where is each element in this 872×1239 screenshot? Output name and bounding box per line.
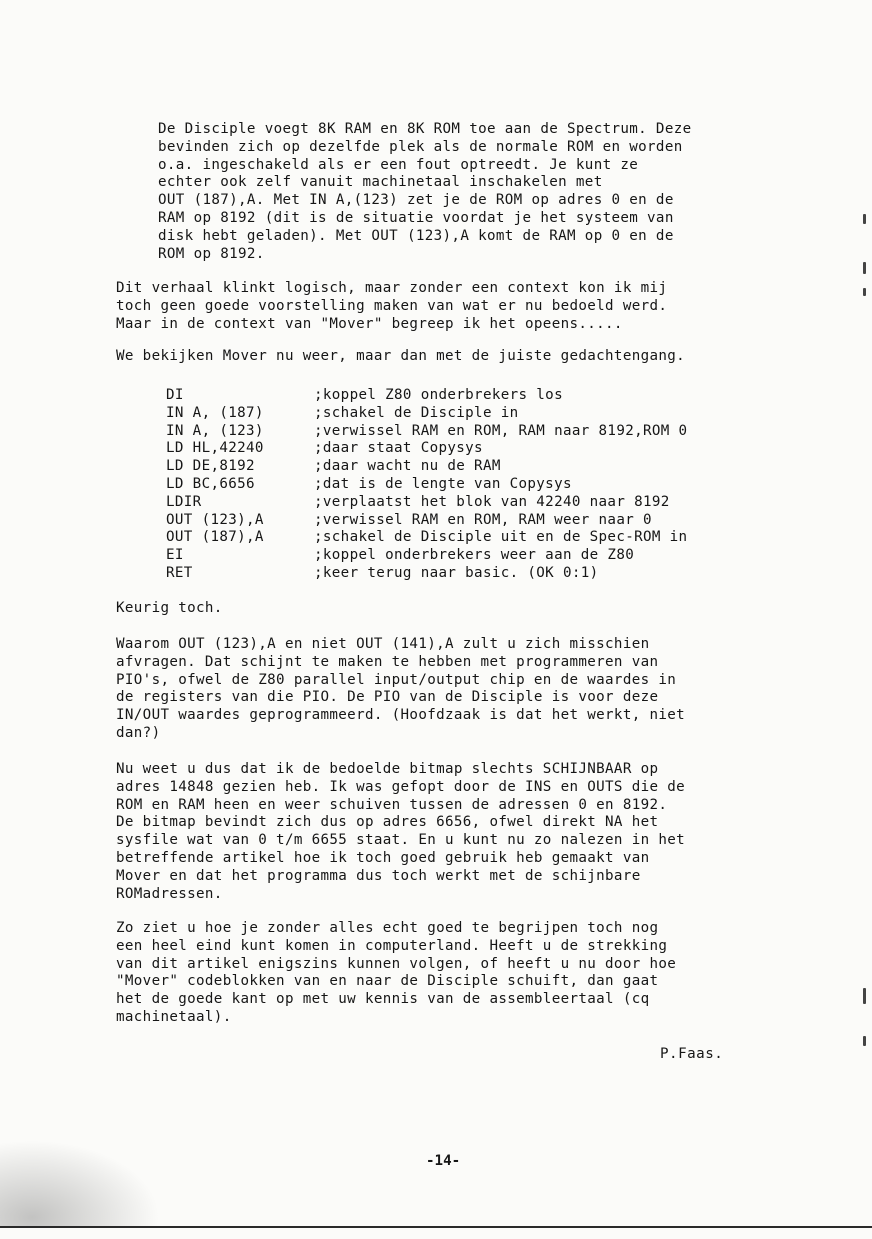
code-line [166, 512, 687, 530]
code-instruction: EI [166, 547, 184, 564]
code-instruction: IN A, (123) [166, 422, 264, 439]
code-comment: ;daar wacht nu de RAM [314, 458, 501, 475]
code-instruction: LDIR [166, 493, 202, 510]
assembly-listing [166, 387, 687, 583]
code-line [166, 494, 687, 512]
code-instruction: LD HL,42240 [166, 440, 264, 457]
code-line [166, 405, 687, 423]
bottom-rule [0, 1226, 872, 1228]
code-comment: ;schakel de Disciple in [314, 404, 519, 421]
code-comment: ;daar staat Copysys [314, 440, 483, 457]
page-number: -14- [426, 1153, 461, 1169]
code-comment: ;verwissel RAM en ROM, RAM naar 8192,ROM 0 [314, 422, 688, 439]
code-comment: ;koppel onderbrekers weer aan de Z80 [314, 547, 635, 564]
author-signature: P.Faas. [660, 1046, 724, 1062]
paragraph-keurig: Keurig toch. [116, 600, 223, 616]
edge-mark [863, 988, 866, 1004]
code-instruction: LD DE,8192 [166, 458, 255, 475]
edge-mark [863, 214, 866, 224]
code-instruction: DI [166, 387, 184, 403]
code-line [166, 458, 687, 476]
code-line [166, 529, 687, 547]
edge-mark [863, 1036, 866, 1046]
code-line [166, 423, 687, 441]
edge-mark [863, 288, 866, 296]
paragraph-waarom: Waarom OUT (123),A en niet OUT (141),A zult u zich misschien afvragen. Dat schijnt te maken te hebben met programmeren van PIO's, ofwel de Z80 parallel input/output chip en de waardes in de registers van die PIO. De PIO van de Disciple is voor deze IN/OUT waardes geprogrammeerd. (Hoofdzaak is dat het werkt, niet dan?) [116, 636, 686, 741]
code-line [166, 476, 687, 494]
code-line [166, 565, 687, 583]
paragraph-disciple-intro: De Disciple voegt 8K RAM en 8K ROM toe aan de Spectrum. Deze bevinden zich op dezelfde plek als de normale ROM en worden o.a. ingeschakeld als er een fout optreedt. Je kunt ze echter ook zelf vanuit machinetaal inschakelen met OUT (187),A. Met IN A,(123) zet je de ROM op adres 0 en de RAM op 8192 (dit is de situatie voordat je het systeem van disk hebt geladen). Met OUT (123),A komt de RAM op 0 en de ROM op 8192. [158, 121, 692, 262]
edge-mark [863, 262, 866, 274]
code-instruction: IN A, (187) [166, 404, 264, 421]
code-comment: ;keer terug naar basic. (OK 0:1) [314, 564, 599, 581]
code-comment: ;verwissel RAM en ROM, RAM weer naar 0 [314, 511, 652, 528]
code-comment: ;dat is de lengte van Copysys [314, 475, 572, 492]
paragraph-conclusion: Zo ziet u hoe je zonder alles echt goed te begrijpen toch nog een heel eind kunt komen in computerland. Heeft u de strekking van dit artikel enigszins kunnen volgen, of heeft u nu door hoe "Mover" codeblokken van en naar de Disciple schuift, dan gaat het de goede kant op met uw kennis van de assembleertaal (cq machinetaal). [116, 920, 677, 1025]
code-instruction: OUT (187),A [166, 529, 264, 546]
code-line [166, 387, 687, 405]
paragraph-mover-review: We bekijken Mover nu weer, maar dan met de juiste gedachtengang. [116, 348, 686, 364]
paragraph-bitmap: Nu weet u dus dat ik de bedoelde bitmap slechts SCHIJNBAAR op adres 14848 gezien heb. Ik was gefopt door de INS en OUTS die de ROM en RAM heen en weer schuiven tussen de adressen 0 en 8192. De bitmap bevindt zich dus op adres 6656, ofwel direkt NA het sysfile wat van 0 t/m 6655 staat. En u kunt nu zo nalezen in het betreffende artikel hoe ik toch goed gebruik heb gemaakt van Mover en dat het programma dus toch werkt met de schijnbare ROMadressen. [116, 761, 686, 902]
code-comment: ;schakel de Disciple uit en de Spec-ROM in [314, 529, 688, 546]
code-instruction: RET [166, 564, 193, 581]
scan-smudge [0, 1140, 160, 1226]
paragraph-context: Dit verhaal klinkt logisch, maar zonder een context kon ik mij toch geen goede voorstelling maken van wat er nu bedoeld werd. Maar in de context van "Mover" begreep ik het opeens..... [116, 280, 668, 332]
code-instruction: OUT (123),A [166, 511, 264, 528]
code-comment: ;koppel Z80 onderbrekers los [314, 387, 563, 403]
code-comment: ;verplaatst het blok van 42240 naar 8192 [314, 493, 670, 510]
code-line [166, 547, 687, 565]
code-line [166, 440, 687, 458]
code-instruction: LD BC,6656 [166, 475, 255, 492]
